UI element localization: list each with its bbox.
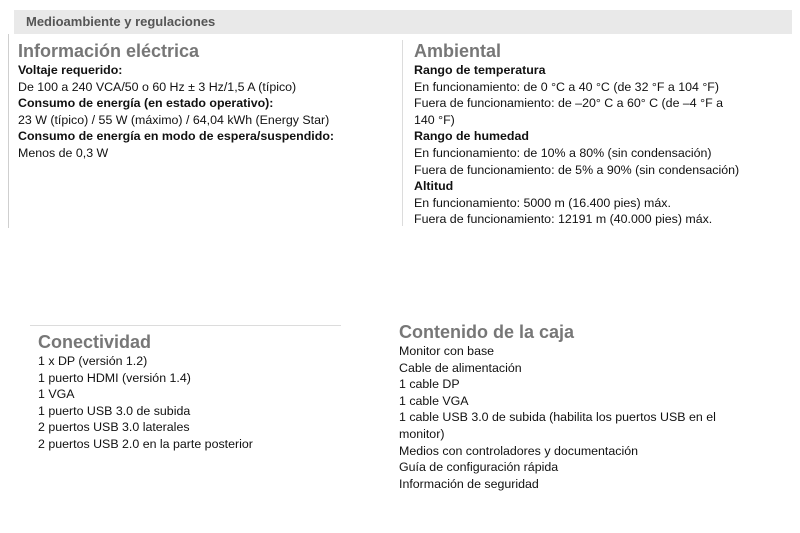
box-item: Monitor con base xyxy=(399,344,495,358)
humidity-nonoperating: Fuera de funcionamiento: de 5% a 90% (sin condensación) xyxy=(414,162,740,177)
connectivity-item: 1 x DP (versión 1.2) xyxy=(38,354,148,368)
standby-label: Consumo de energía en modo de espera/suspendido: xyxy=(18,129,335,144)
box-item-cont: monitor) xyxy=(399,426,445,441)
humidity-label: Rango de humedad xyxy=(414,129,529,144)
connectivity-title: Conectividad xyxy=(38,332,152,352)
altitude-nonoperating: Fuera de funcionamiento: 12191 m (40.000 pies) máx. xyxy=(414,212,713,227)
column-divider xyxy=(402,40,403,226)
box-contents-section xyxy=(399,322,784,492)
environment-title: Ambiental xyxy=(414,41,502,61)
box-item: Guía de configuración rápida xyxy=(399,460,559,475)
connectivity-item: 1 VGA xyxy=(38,387,75,402)
standby-value: Menos de 0,3 W xyxy=(18,145,109,160)
temperature-nonoperating-cont: 140 °F) xyxy=(414,112,455,127)
altitude-operating: En funcionamiento: 5000 m (16.400 pies) máx. xyxy=(414,195,671,210)
environment-section xyxy=(414,41,794,228)
box-item: Información de seguridad xyxy=(399,476,539,491)
voltage-value: De 100 a 240 VCA/50 o 60 Hz ± 3 Hz/1,5 A (típico) xyxy=(18,79,297,94)
temperature-operating: En funcionamiento: de 0 °C a 40 °C (de 32 °F a 104 °F) xyxy=(414,79,719,94)
temperature-label: Rango de temperatura xyxy=(414,63,546,77)
consumption-label: Consumo de energía (en estado operativo): xyxy=(18,96,274,111)
consumption-value: 23 W (típico) / 55 W (máximo) / 64,04 kWh (Energy Star) xyxy=(18,112,330,127)
box-item: 1 cable VGA xyxy=(399,393,469,408)
connectivity-item: 2 puertos USB 2.0 en la parte posterior xyxy=(38,436,253,451)
altitude-label: Altitud xyxy=(414,179,454,194)
section-header-title: Medioambiente y regulaciones xyxy=(26,14,216,29)
electrical-info-section xyxy=(18,41,398,162)
voltage-label: Voltaje requerido: xyxy=(18,63,123,77)
electrical-info-title: Información eléctrica xyxy=(18,41,200,61)
connectivity-item: 2 puertos USB 3.0 laterales xyxy=(38,420,190,435)
box-item: Medios con controladores y documentación xyxy=(399,443,638,458)
box-item: 1 cable DP xyxy=(399,377,460,392)
connectivity-item: 1 puerto USB 3.0 de subida xyxy=(38,403,191,418)
humidity-operating: En funcionamiento: de 10% a 80% (sin condensación) xyxy=(414,145,712,160)
box-contents-title: Contenido de la caja xyxy=(399,322,575,342)
temperature-nonoperating: Fuera de funcionamiento: de –20° C a 60° C (de –4 °F a xyxy=(414,96,723,111)
connectivity-section xyxy=(38,332,358,453)
box-item: Cable de alimentación xyxy=(399,360,522,375)
section-header-bar xyxy=(14,10,792,34)
connectivity-top-rule xyxy=(30,325,341,326)
box-item: 1 cable USB 3.0 de subida (habilita los puertos USB en el xyxy=(399,410,716,425)
connectivity-item: 1 puerto HDMI (versión 1.4) xyxy=(38,370,191,385)
